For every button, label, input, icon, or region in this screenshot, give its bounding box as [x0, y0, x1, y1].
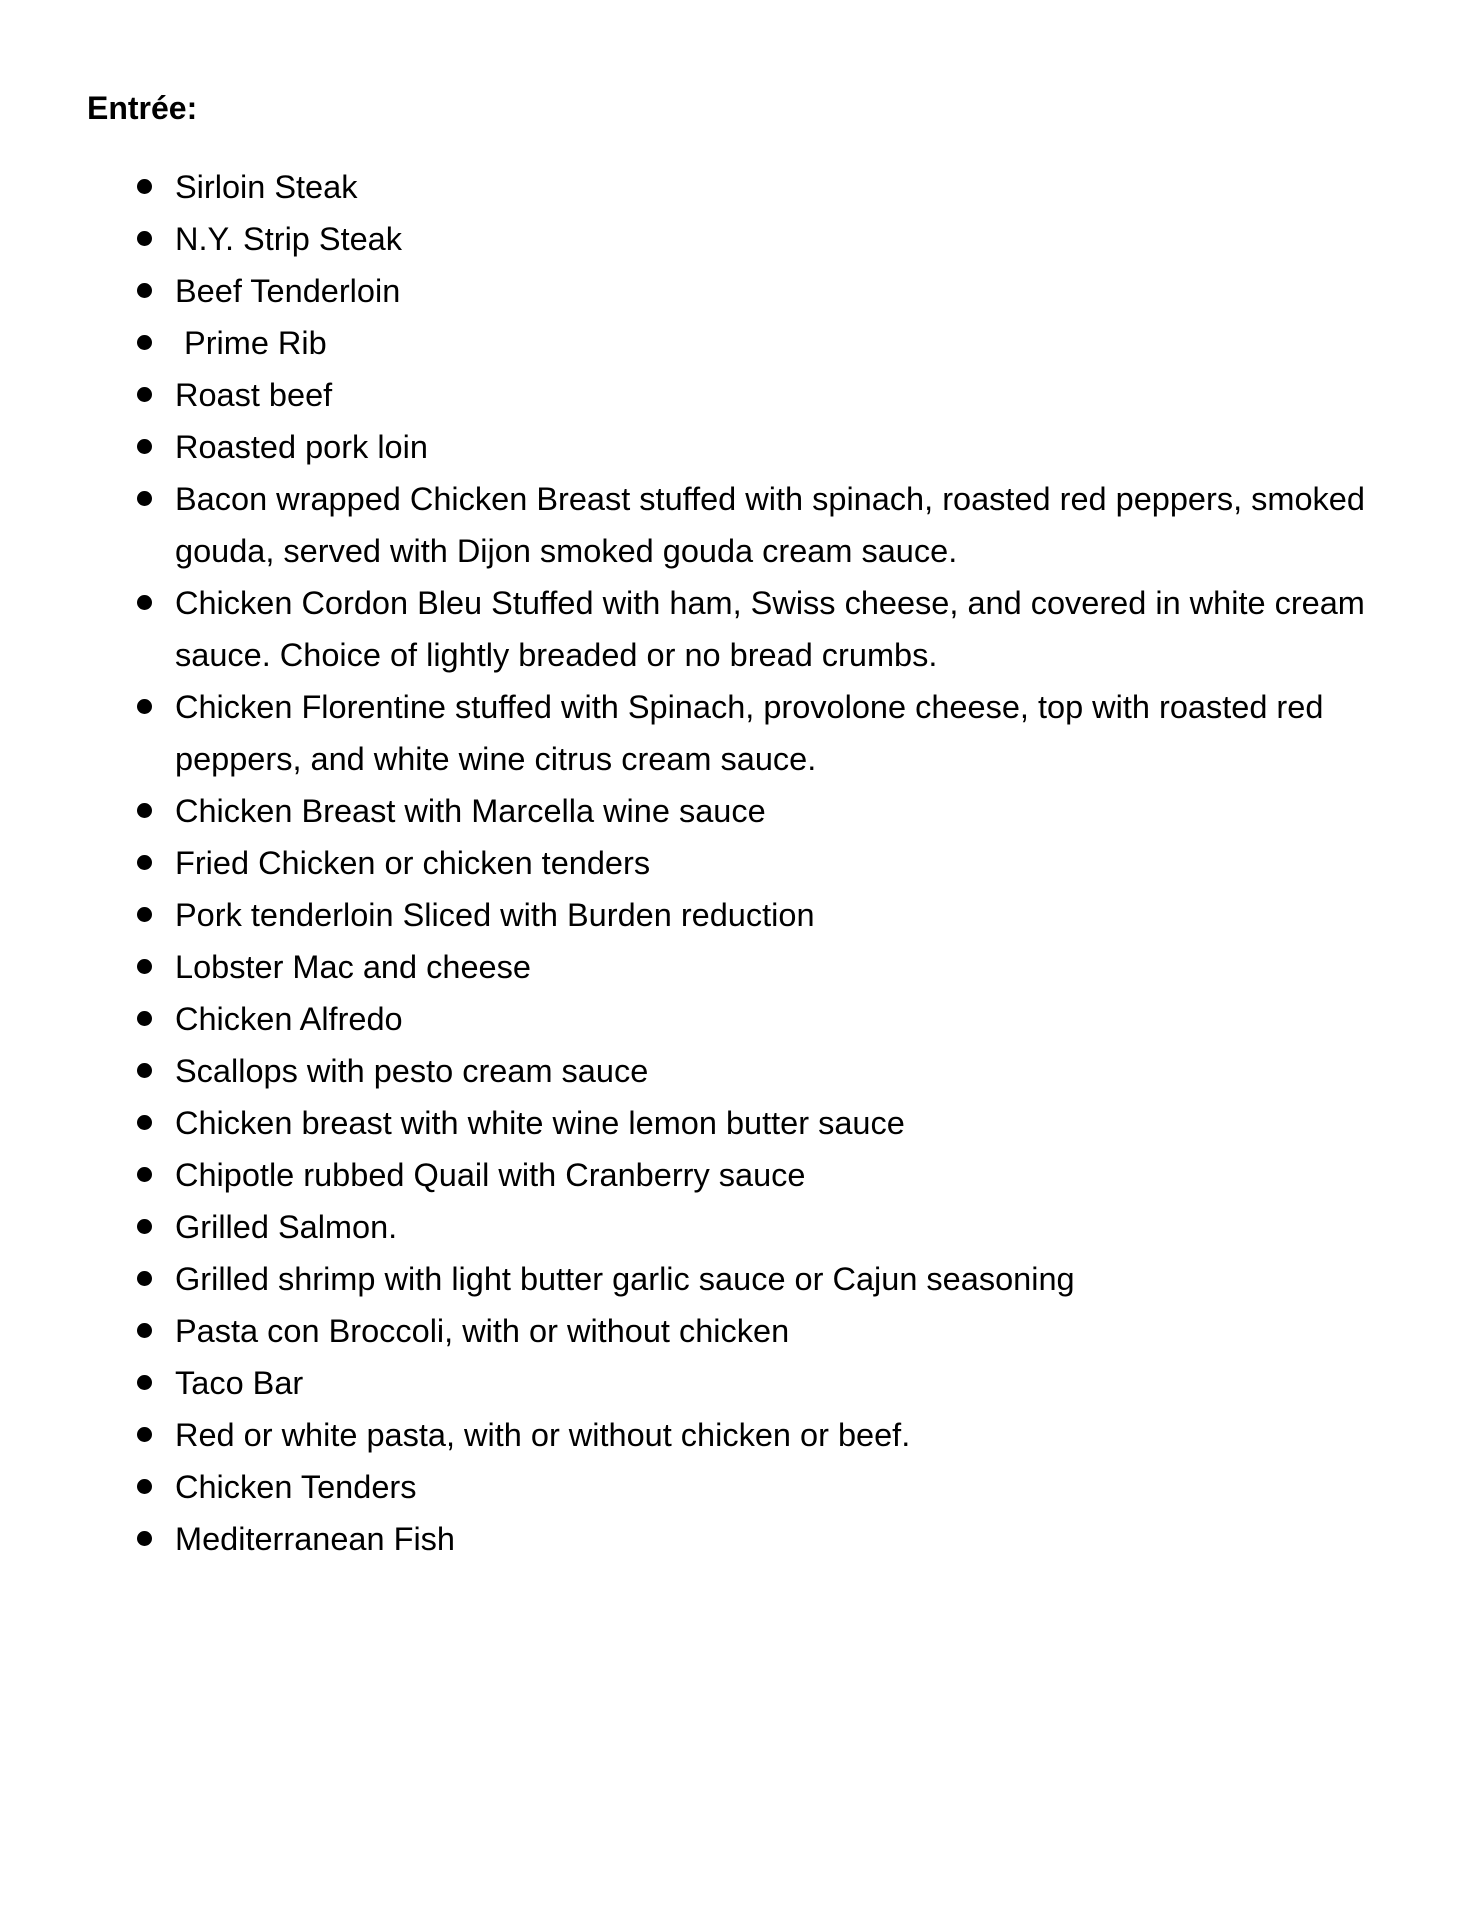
bullet-icon [137, 959, 152, 974]
bullet-icon [137, 439, 152, 454]
list-item [0, 1045, 1484, 1097]
list-item-text: Mediterranean Fish [175, 1521, 455, 1557]
list-item-text: Taco Bar [175, 1365, 304, 1401]
bullet-icon [137, 1115, 152, 1130]
list-item [0, 1201, 1484, 1253]
bullet-icon [137, 1479, 152, 1494]
list-item [0, 265, 1484, 317]
list-item [0, 213, 1484, 265]
bullet-icon [137, 1167, 152, 1182]
list-item [0, 1461, 1484, 1513]
bullet-icon [137, 1219, 152, 1234]
list-item [0, 1097, 1484, 1149]
list-item [0, 1305, 1484, 1357]
list-item-text: Red or white pasta, with or without chicken or beef. [175, 1417, 911, 1453]
list-item-text: Lobster Mac and cheese [175, 949, 531, 985]
list-item-text: Beef Tenderloin [175, 273, 401, 309]
list-item-text: Chicken Florentine stuffed with Spinach, provolone cheese, top with roasted red peppers, and white wine citrus cream sauce. [175, 689, 1324, 777]
list-item [0, 369, 1484, 421]
bullet-icon [137, 179, 152, 194]
list-item-text: Scallops with pesto cream sauce [175, 1053, 649, 1089]
list-item [0, 1409, 1484, 1461]
list-item-text: Fried Chicken or chicken tenders [175, 845, 651, 881]
bullet-icon [137, 1427, 152, 1442]
bullet-icon [137, 1271, 152, 1286]
list-item [0, 681, 1484, 785]
entree-list [0, 161, 1484, 1565]
bullet-icon [137, 283, 152, 298]
list-item [0, 941, 1484, 993]
list-item [0, 473, 1484, 577]
list-item-text: Sirloin Steak [175, 169, 358, 205]
list-item [0, 1149, 1484, 1201]
bullet-icon [137, 1011, 152, 1026]
bullet-icon [137, 335, 152, 350]
list-item [0, 1513, 1484, 1565]
list-item-text: Grilled Salmon. [175, 1209, 398, 1245]
list-item-text: Roasted pork loin [175, 429, 428, 465]
bullet-icon [137, 1323, 152, 1338]
list-item-text: Chicken Alfredo [175, 1001, 403, 1037]
list-item [0, 161, 1484, 213]
list-item-text: Roast beef [175, 377, 333, 413]
list-item-text: Grilled shrimp with light butter garlic sauce or Cajun seasoning [175, 1261, 1075, 1297]
list-item-text: Prime Rib [175, 325, 327, 361]
list-item [0, 1357, 1484, 1409]
list-item-text: Chicken Cordon Bleu Stuffed with ham, Swiss cheese, and covered in white cream sauce. Choice of lightly breaded or no bread crumbs. [175, 585, 1365, 673]
bullet-icon [137, 803, 152, 818]
bullet-icon [137, 491, 152, 506]
bullet-icon [137, 699, 152, 714]
bullet-icon [137, 595, 152, 610]
list-item-text: Chipotle rubbed Quail with Cranberry sauce [175, 1157, 806, 1193]
bullet-icon [137, 387, 152, 402]
bullet-icon [137, 231, 152, 246]
list-item [0, 317, 1484, 369]
list-item-text: N.Y. Strip Steak [175, 221, 403, 257]
list-item [0, 421, 1484, 473]
list-item-text: Chicken breast with white wine lemon butter sauce [175, 1105, 905, 1141]
list-item-text: Chicken Tenders [175, 1469, 417, 1505]
list-item-text: Bacon wrapped Chicken Breast stuffed with spinach, roasted red peppers, smoked gouda, served with Dijon smoked gouda cream sauce. [175, 481, 1365, 569]
bullet-icon [137, 855, 152, 870]
section-heading: Entrée: [87, 90, 198, 126]
list-item [0, 993, 1484, 1045]
list-item [0, 1253, 1484, 1305]
list-item [0, 577, 1484, 681]
list-item-text: Pork tenderloin Sliced with Burden reduction [175, 897, 815, 933]
bullet-icon [137, 907, 152, 922]
list-item-text: Chicken Breast with Marcella wine sauce [175, 793, 766, 829]
list-item [0, 785, 1484, 837]
bullet-icon [137, 1375, 152, 1390]
list-item-text: Pasta con Broccoli, with or without chicken [175, 1313, 790, 1349]
bullet-icon [137, 1063, 152, 1078]
list-item [0, 889, 1484, 941]
bullet-icon [137, 1531, 152, 1546]
list-item [0, 837, 1484, 889]
